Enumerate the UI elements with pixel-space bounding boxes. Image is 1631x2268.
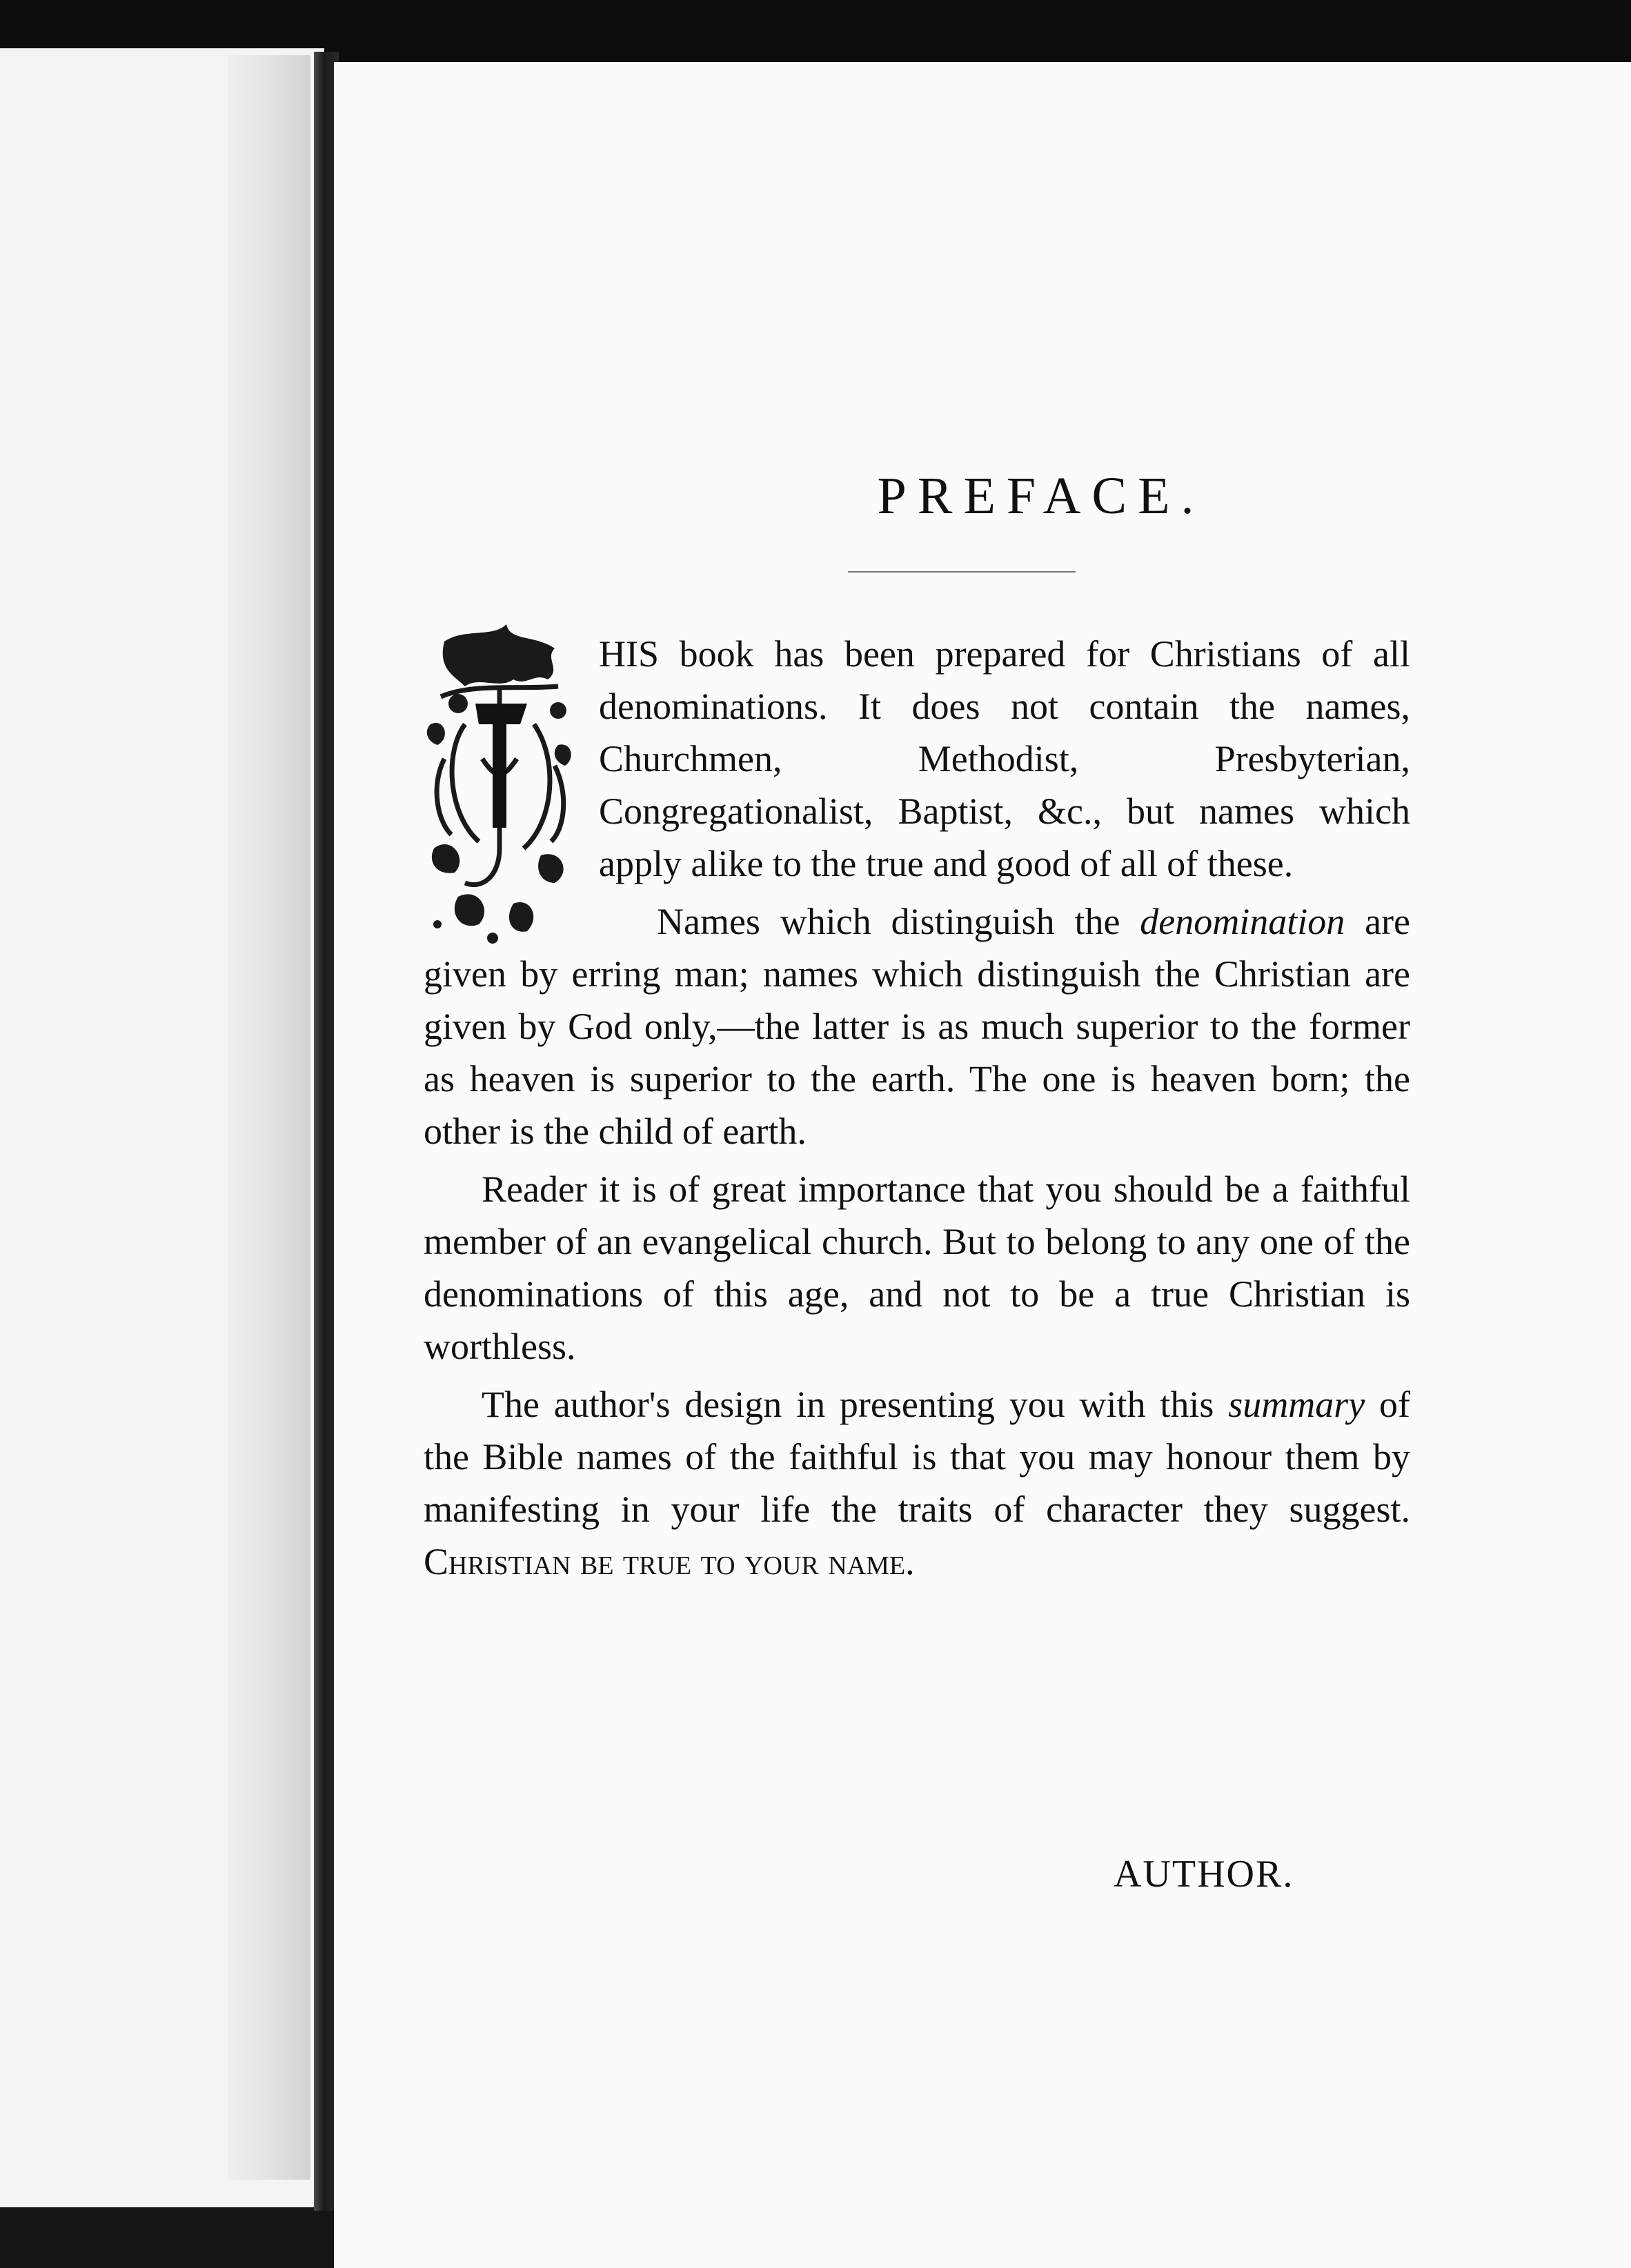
right-page <box>334 62 1631 2268</box>
paragraph-2-text-b: are given by erring man; names which distinguish the Christian are given by God only,—the latter is as much superior to the former as heaven is superior to the earth. The one is heaven born; the other is the child of earth. <box>424 901 1410 1152</box>
paragraph-1-text: HIS book has been prepared for Christians of all denominations. It does not contain the names, Churchmen, Methodist, Presbyterian, Congregationalist, Baptist, &c., but names which apply alike to the true and good of all of these. <box>599 633 1410 884</box>
paragraph-4-italic: summary <box>1228 1384 1365 1425</box>
ornamental-initial-icon <box>417 621 582 945</box>
paragraph-3: Reader it is of great importance that you should be a faithful member of an evangelical church. But to belong to any one of the denominations of this age, and not to be a true Christian is worthless. <box>424 1168 1410 1367</box>
author-signature: AUTHOR. <box>1114 1853 1294 1896</box>
paragraph-4-text-b: of the Bible names of the faithful is that you may honour them by manifesting in your life the traits of character they suggest. <box>424 1384 1410 1530</box>
paragraph-4-text-a: The author's design in presenting you with this <box>482 1384 1229 1425</box>
left-page-edge <box>228 55 310 2180</box>
paragraph-4-smallcaps: Christian be true to your name. <box>424 1541 915 1582</box>
paragraph-4 <box>424 1378 1410 1588</box>
paragraph-2-italic: denomination <box>1140 901 1345 942</box>
preface-body <box>424 628 1410 1593</box>
title-divider <box>848 571 1076 573</box>
preface-page <box>334 62 1631 2268</box>
paragraph-1 <box>424 628 1410 890</box>
paragraph-2-text-a: Names which distinguish the <box>657 901 1140 942</box>
page-title: PREFACE. <box>877 466 1205 525</box>
